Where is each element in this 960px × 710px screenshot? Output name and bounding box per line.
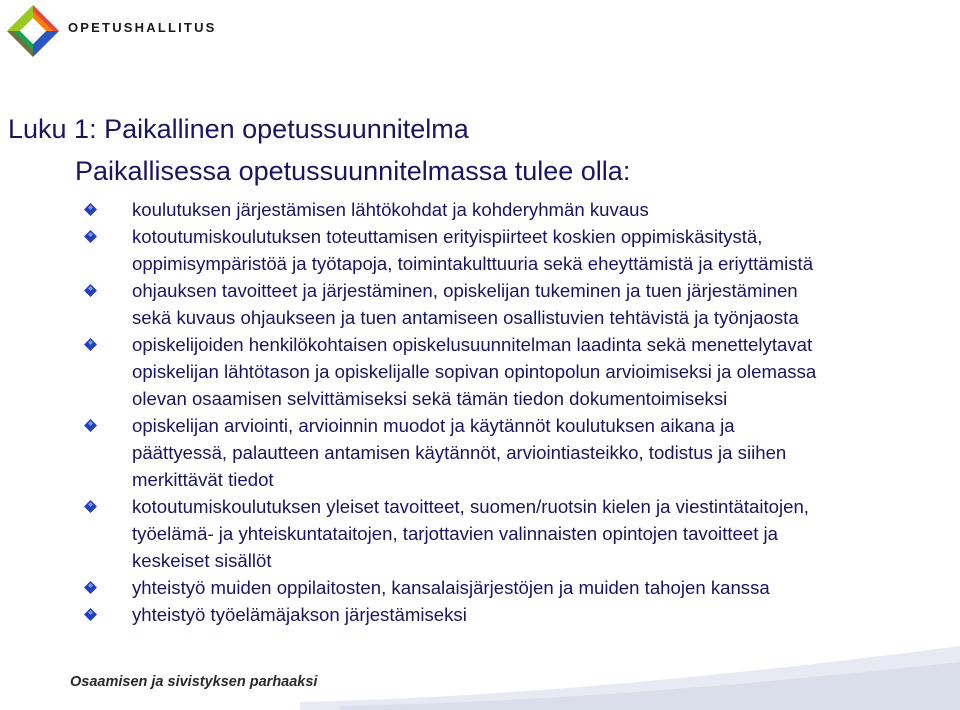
diamond-bullet-icon <box>84 419 97 432</box>
slide-subtitle: Paikallisessa opetussuunnitelmassa tulee olla: <box>75 156 631 186</box>
organization-name: OPETUSHALLITUS <box>68 20 217 35</box>
diamond-bullet-icon <box>84 608 97 621</box>
list-item <box>84 223 944 277</box>
list-item-text: ohjauksen tavoitteet ja järjestäminen, opiskelijan tukeminen ja tuen järjestäminen sekä kuvaus ohjaukseen ja tuen antamiseen osallistuvien tehtävistä ja työnjaosta <box>132 280 799 328</box>
list-item <box>84 412 944 493</box>
footer-swoosh-decoration <box>300 640 960 710</box>
diamond-bullet-icon <box>84 581 97 594</box>
list-item <box>84 493 944 574</box>
list-item <box>84 277 944 331</box>
diamond-bullet-icon <box>84 500 97 513</box>
list-item-text: opiskelijan arviointi, arvioinnin muodot ja käytännöt koulutuksen aikana ja päättyessä, palautteen antamisen käytännöt, arviointiasteikko, todistus ja siihen merkittävät tiedot <box>132 415 787 490</box>
list-item-text: koulutuksen järjestämisen lähtökohdat ja kohderyhmän kuvaus <box>132 199 649 220</box>
diamond-bullet-icon <box>84 203 97 216</box>
list-item-text: kotoutumiskoulutuksen yleiset tavoitteet, suomen/ruotsin kielen ja viestintätaitojen, työelämä- ja yhteiskuntataitojen, tarjottavien valinnaisten opintojen tavoitteet ja keskeiset sisällöt <box>132 496 809 571</box>
bullet-list <box>84 196 944 628</box>
list-item <box>84 331 944 412</box>
diamond-bullet-icon <box>84 338 97 351</box>
list-item-text: yhteistyö muiden oppilaitosten, kansalaisjärjestöjen ja muiden tahojen kanssa <box>132 577 770 598</box>
list-item <box>84 196 944 223</box>
list-item-text: kotoutumiskoulutuksen toteuttamisen erityispiirteet koskien oppimiskäsitystä, oppimisympäristöä ja työtapoja, toimintakulttuuria sekä eheyttämistä ja eriyttämistä <box>132 226 814 274</box>
list-item-text: yhteistyö työelämäjakson järjestämiseksi <box>132 604 467 625</box>
footer-slogan: Osaamisen ja sivistyksen parhaaksi <box>70 674 318 690</box>
opetushallitus-logo <box>6 4 60 58</box>
diamond-bullet-icon <box>84 284 97 297</box>
diamond-bullet-icon <box>84 230 97 243</box>
list-item <box>84 574 944 601</box>
page-title: Luku 1: Paikallinen opetussuunnitelma <box>8 114 469 144</box>
list-item-text: opiskelijoiden henkilökohtaisen opiskelusuunnitelman laadinta sekä menettelytavat opiskelijan lähtötason ja opiskelijalle sopivan opintopolun arvioimiseksi ja olemassa olevan osaamisen selvittämiseksi sekä tämän tiedon dokumentoimiseksi <box>132 334 817 409</box>
list-item <box>84 601 944 628</box>
